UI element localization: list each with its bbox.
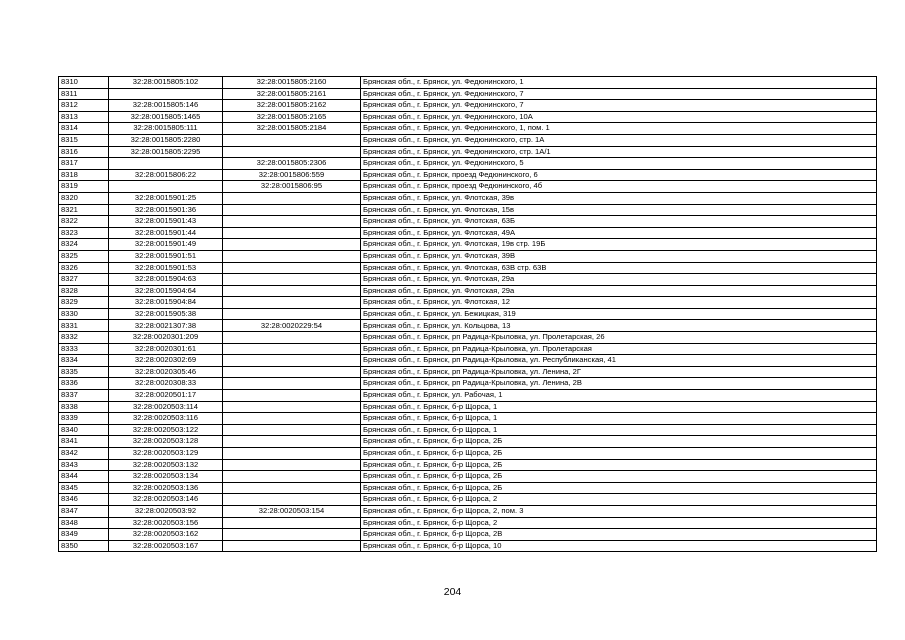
- land-cadastral-number-cell: 32:28:0020503:134: [109, 471, 223, 483]
- address-cell: Брянская обл., г. Брянск, б-р Щорса, 2Б: [361, 482, 877, 494]
- land-cadastral-number-cell: 32:28:0015904:84: [109, 297, 223, 309]
- building-cadastral-number-cell: 32:28:0015805:2306: [223, 158, 361, 170]
- building-cadastral-number-cell: [223, 134, 361, 146]
- row-number-cell: 8339: [59, 413, 109, 425]
- row-number-cell: 8349: [59, 529, 109, 541]
- table-row: [59, 204, 877, 216]
- building-cadastral-number-cell: [223, 424, 361, 436]
- table-row: [59, 540, 877, 552]
- address-cell: Брянская обл., г. Брянск, ул. Федюнинского, 1, пом. 1: [361, 123, 877, 135]
- address-cell: Брянская обл., г. Брянск, б-р Щорса, 1: [361, 413, 877, 425]
- building-cadastral-number-cell: [223, 308, 361, 320]
- building-cadastral-number-cell: [223, 529, 361, 541]
- address-cell: Брянская обл., г. Брянск, б-р Щорса, 2: [361, 494, 877, 506]
- table-row: [59, 401, 877, 413]
- building-cadastral-number-cell: [223, 448, 361, 460]
- land-cadastral-number-cell: 32:28:0015901:44: [109, 227, 223, 239]
- building-cadastral-number-cell: [223, 192, 361, 204]
- page-number: 204: [443, 586, 462, 598]
- land-cadastral-number-cell: 32:28:0020301:61: [109, 343, 223, 355]
- land-cadastral-number-cell: 32:28:0015805:146: [109, 100, 223, 112]
- row-number-cell: 8313: [59, 111, 109, 123]
- table-row: [59, 448, 877, 460]
- land-cadastral-number-cell: 32:28:0015805:111: [109, 123, 223, 135]
- building-cadastral-number-cell: [223, 343, 361, 355]
- address-cell: Брянская обл., г. Брянск, ул. Кольцова, 13: [361, 320, 877, 332]
- row-number-cell: 8326: [59, 262, 109, 274]
- land-cadastral-number-cell: 32:28:0020503:162: [109, 529, 223, 541]
- address-cell: Брянская обл., г. Брянск, проезд Федюнинского, 4б: [361, 181, 877, 193]
- building-cadastral-number-cell: [223, 390, 361, 402]
- table-row: [59, 413, 877, 425]
- table-row: [59, 297, 877, 309]
- row-number-cell: 8347: [59, 505, 109, 517]
- building-cadastral-number-cell: [223, 401, 361, 413]
- land-cadastral-number-cell: 32:28:0020503:132: [109, 459, 223, 471]
- cadastral-table: [58, 76, 877, 552]
- row-number-cell: 8346: [59, 494, 109, 506]
- table-row: [59, 505, 877, 517]
- building-cadastral-number-cell: [223, 274, 361, 286]
- table-row: [59, 355, 877, 367]
- row-number-cell: 8334: [59, 355, 109, 367]
- table-row: [59, 250, 877, 262]
- building-cadastral-number-cell: 32:28:0015805:2161: [223, 88, 361, 100]
- row-number-cell: 8321: [59, 204, 109, 216]
- row-number-cell: 8332: [59, 332, 109, 344]
- building-cadastral-number-cell: [223, 413, 361, 425]
- land-cadastral-number-cell: 32:28:0015805:2280: [109, 134, 223, 146]
- land-cadastral-number-cell: 32:28:0020503:128: [109, 436, 223, 448]
- table-row: [59, 378, 877, 390]
- building-cadastral-number-cell: [223, 204, 361, 216]
- row-number-cell: 8338: [59, 401, 109, 413]
- land-cadastral-number-cell: 32:28:0020503:167: [109, 540, 223, 552]
- address-cell: Брянская обл., г. Брянск, б-р Щорса, 2: [361, 517, 877, 529]
- land-cadastral-number-cell: 32:28:0015905:38: [109, 308, 223, 320]
- row-number-cell: 8330: [59, 308, 109, 320]
- row-number-cell: 8342: [59, 448, 109, 460]
- land-cadastral-number-cell: [109, 88, 223, 100]
- land-cadastral-number-cell: 32:28:0020308:33: [109, 378, 223, 390]
- address-cell: Брянская обл., г. Брянск, ул. Флотская, 15в: [361, 204, 877, 216]
- land-cadastral-number-cell: 32:28:0020503:156: [109, 517, 223, 529]
- building-cadastral-number-cell: [223, 436, 361, 448]
- table-row: [59, 529, 877, 541]
- table-row: [59, 482, 877, 494]
- address-cell: Брянская обл., г. Брянск, рп Радица-Крыловка, ул. Республиканская, 41: [361, 355, 877, 367]
- row-number-cell: 8335: [59, 366, 109, 378]
- land-cadastral-number-cell: 32:28:0020501:17: [109, 390, 223, 402]
- building-cadastral-number-cell: [223, 459, 361, 471]
- row-number-cell: 8317: [59, 158, 109, 170]
- row-number-cell: 8343: [59, 459, 109, 471]
- building-cadastral-number-cell: [223, 227, 361, 239]
- building-cadastral-number-cell: [223, 355, 361, 367]
- land-cadastral-number-cell: 32:28:0020503:92: [109, 505, 223, 517]
- land-cadastral-number-cell: 32:28:0015901:53: [109, 262, 223, 274]
- table-row: [59, 343, 877, 355]
- table-row: [59, 192, 877, 204]
- table-row: [59, 471, 877, 483]
- address-cell: Брянская обл., г. Брянск, рп Радица-Крыловка, ул. Ленина, 2В: [361, 378, 877, 390]
- land-cadastral-number-cell: 32:28:0015901:25: [109, 192, 223, 204]
- land-cadastral-number-cell: 32:28:0015805:1465: [109, 111, 223, 123]
- land-cadastral-number-cell: 32:28:0015904:63: [109, 274, 223, 286]
- address-cell: Брянская обл., г. Брянск, ул. Флотская, 63Б: [361, 216, 877, 228]
- address-cell: Брянская обл., г. Брянск, б-р Щорса, 10: [361, 540, 877, 552]
- table-row: [59, 436, 877, 448]
- land-cadastral-number-cell: 32:28:0020503:146: [109, 494, 223, 506]
- row-number-cell: 8314: [59, 123, 109, 135]
- table-row: [59, 216, 877, 228]
- address-cell: Брянская обл., г. Брянск, б-р Щорса, 1: [361, 424, 877, 436]
- address-cell: Брянская обл., г. Брянск, ул. Рабочая, 1: [361, 390, 877, 402]
- address-cell: Брянская обл., г. Брянск, ул. Флотская, 39В: [361, 250, 877, 262]
- row-number-cell: 8315: [59, 134, 109, 146]
- table-row: [59, 285, 877, 297]
- land-cadastral-number-cell: 32:28:0020503:116: [109, 413, 223, 425]
- address-cell: Брянская обл., г. Брянск, ул. Флотская, 49А: [361, 227, 877, 239]
- table-row: [59, 169, 877, 181]
- address-cell: Брянская обл., г. Брянск, ул. Федюнинского, стр. 1А/1: [361, 146, 877, 158]
- address-cell: Брянская обл., г. Брянск, рп Радица-Крыловка, ул. Пролетарская, 26: [361, 332, 877, 344]
- address-cell: Брянская обл., г. Брянск, ул. Флотская, 39в: [361, 192, 877, 204]
- table-row: [59, 100, 877, 112]
- address-cell: Брянская обл., г. Брянск, ул. Бежицкая, 319: [361, 308, 877, 320]
- row-number-cell: 8329: [59, 297, 109, 309]
- table-row: [59, 459, 877, 471]
- row-number-cell: 8348: [59, 517, 109, 529]
- land-cadastral-number-cell: 32:28:0020305:46: [109, 366, 223, 378]
- row-number-cell: 8331: [59, 320, 109, 332]
- building-cadastral-number-cell: [223, 482, 361, 494]
- address-cell: Брянская обл., г. Брянск, рп Радица-Крыловка, ул. Пролетарская: [361, 343, 877, 355]
- table-row: [59, 366, 877, 378]
- building-cadastral-number-cell: 32:28:0015805:2184: [223, 123, 361, 135]
- building-cadastral-number-cell: 32:28:0015805:2160: [223, 77, 361, 89]
- row-number-cell: 8311: [59, 88, 109, 100]
- row-number-cell: 8325: [59, 250, 109, 262]
- table-row: [59, 494, 877, 506]
- row-number-cell: 8324: [59, 239, 109, 251]
- table-row: [59, 77, 877, 89]
- row-number-cell: 8328: [59, 285, 109, 297]
- row-number-cell: 8312: [59, 100, 109, 112]
- building-cadastral-number-cell: [223, 146, 361, 158]
- row-number-cell: 8337: [59, 390, 109, 402]
- row-number-cell: 8318: [59, 169, 109, 181]
- land-cadastral-number-cell: 32:28:0015805:102: [109, 77, 223, 89]
- row-number-cell: 8333: [59, 343, 109, 355]
- table-row: [59, 262, 877, 274]
- row-number-cell: 8345: [59, 482, 109, 494]
- address-cell: Брянская обл., г. Брянск, б-р Щорса, 2, пом. 3: [361, 505, 877, 517]
- address-cell: Брянская обл., г. Брянск, ул. Флотская, 29а: [361, 285, 877, 297]
- row-number-cell: 8344: [59, 471, 109, 483]
- land-cadastral-number-cell: 32:28:0015805:2295: [109, 146, 223, 158]
- land-cadastral-number-cell: 32:28:0020503:114: [109, 401, 223, 413]
- row-number-cell: 8350: [59, 540, 109, 552]
- row-number-cell: 8327: [59, 274, 109, 286]
- building-cadastral-number-cell: [223, 366, 361, 378]
- land-cadastral-number-cell: 32:28:0020302:69: [109, 355, 223, 367]
- address-cell: Брянская обл., г. Брянск, ул. Флотская, 12: [361, 297, 877, 309]
- address-cell: Брянская обл., г. Брянск, б-р Щорса, 2Б: [361, 459, 877, 471]
- building-cadastral-number-cell: [223, 285, 361, 297]
- address-cell: Брянская обл., г. Брянск, ул. Федюнинского, 10А: [361, 111, 877, 123]
- building-cadastral-number-cell: 32:28:0015806:559: [223, 169, 361, 181]
- row-number-cell: 8316: [59, 146, 109, 158]
- table-row: [59, 181, 877, 193]
- land-cadastral-number-cell: [109, 181, 223, 193]
- row-number-cell: 8322: [59, 216, 109, 228]
- table-row: [59, 134, 877, 146]
- building-cadastral-number-cell: 32:28:0015806:95: [223, 181, 361, 193]
- building-cadastral-number-cell: [223, 540, 361, 552]
- building-cadastral-number-cell: 32:28:0015805:2165: [223, 111, 361, 123]
- address-cell: Брянская обл., г. Брянск, б-р Щорса, 2Б: [361, 436, 877, 448]
- building-cadastral-number-cell: [223, 494, 361, 506]
- address-cell: Брянская обл., г. Брянск, ул. Флотская, 29а: [361, 274, 877, 286]
- address-cell: Брянская обл., г. Брянск, ул. Федюнинского, 7: [361, 100, 877, 112]
- land-cadastral-number-cell: 32:28:0015901:43: [109, 216, 223, 228]
- land-cadastral-number-cell: 32:28:0015806:22: [109, 169, 223, 181]
- building-cadastral-number-cell: [223, 239, 361, 251]
- table-row: [59, 111, 877, 123]
- address-cell: Брянская обл., г. Брянск, б-р Щорса, 1: [361, 401, 877, 413]
- building-cadastral-number-cell: [223, 332, 361, 344]
- row-number-cell: 8323: [59, 227, 109, 239]
- building-cadastral-number-cell: [223, 250, 361, 262]
- land-cadastral-number-cell: 32:28:0020503:129: [109, 448, 223, 460]
- building-cadastral-number-cell: [223, 216, 361, 228]
- table-row: [59, 390, 877, 402]
- row-number-cell: 8320: [59, 192, 109, 204]
- land-cadastral-number-cell: [109, 158, 223, 170]
- table-row: [59, 308, 877, 320]
- building-cadastral-number-cell: [223, 378, 361, 390]
- address-cell: Брянская обл., г. Брянск, ул. Федюнинского, 1: [361, 77, 877, 89]
- address-cell: Брянская обл., г. Брянск, б-р Щорса, 2Б: [361, 471, 877, 483]
- address-cell: Брянская обл., г. Брянск, проезд Федюнинского, 6: [361, 169, 877, 181]
- table-row: [59, 88, 877, 100]
- address-cell: Брянская обл., г. Брянск, ул. Федюнинского, 7: [361, 88, 877, 100]
- land-cadastral-number-cell: 32:28:0015901:49: [109, 239, 223, 251]
- row-number-cell: 8310: [59, 77, 109, 89]
- table-row: [59, 123, 877, 135]
- row-number-cell: 8341: [59, 436, 109, 448]
- address-cell: Брянская обл., г. Брянск, ул. Флотская, 63В стр. 63В: [361, 262, 877, 274]
- building-cadastral-number-cell: 32:28:0020229:54: [223, 320, 361, 332]
- land-cadastral-number-cell: 32:28:0015901:36: [109, 204, 223, 216]
- row-number-cell: 8336: [59, 378, 109, 390]
- table-body: [59, 77, 877, 552]
- table-row: [59, 146, 877, 158]
- land-cadastral-number-cell: 32:28:0015901:51: [109, 250, 223, 262]
- land-cadastral-number-cell: 32:28:0015904:64: [109, 285, 223, 297]
- address-cell: Брянская обл., г. Брянск, ул. Федюнинского, стр. 1А: [361, 134, 877, 146]
- table-row: [59, 158, 877, 170]
- address-cell: Брянская обл., г. Брянск, б-р Щорса, 2Б: [361, 448, 877, 460]
- address-cell: Брянская обл., г. Брянск, б-р Щорса, 2В: [361, 529, 877, 541]
- land-cadastral-number-cell: 32:28:0020301:209: [109, 332, 223, 344]
- building-cadastral-number-cell: 32:28:0020503:154: [223, 505, 361, 517]
- table-row: [59, 517, 877, 529]
- table-row: [59, 239, 877, 251]
- building-cadastral-number-cell: [223, 517, 361, 529]
- land-cadastral-number-cell: 32:28:0020503:122: [109, 424, 223, 436]
- address-cell: Брянская обл., г. Брянск, ул. Федюнинского, 5: [361, 158, 877, 170]
- building-cadastral-number-cell: 32:28:0015805:2162: [223, 100, 361, 112]
- address-cell: Брянская обл., г. Брянск, рп Радица-Крыловка, ул. Ленина, 2Г: [361, 366, 877, 378]
- table-row: [59, 227, 877, 239]
- table-row: [59, 424, 877, 436]
- row-number-cell: 8340: [59, 424, 109, 436]
- land-cadastral-number-cell: 32:28:0020503:136: [109, 482, 223, 494]
- table-row: [59, 332, 877, 344]
- row-number-cell: 8319: [59, 181, 109, 193]
- land-cadastral-number-cell: 32:28:0021307:38: [109, 320, 223, 332]
- building-cadastral-number-cell: [223, 262, 361, 274]
- table-row: [59, 320, 877, 332]
- table-row: [59, 274, 877, 286]
- building-cadastral-number-cell: [223, 471, 361, 483]
- address-cell: Брянская обл., г. Брянск, ул. Флотская, 19в стр. 19Б: [361, 239, 877, 251]
- building-cadastral-number-cell: [223, 297, 361, 309]
